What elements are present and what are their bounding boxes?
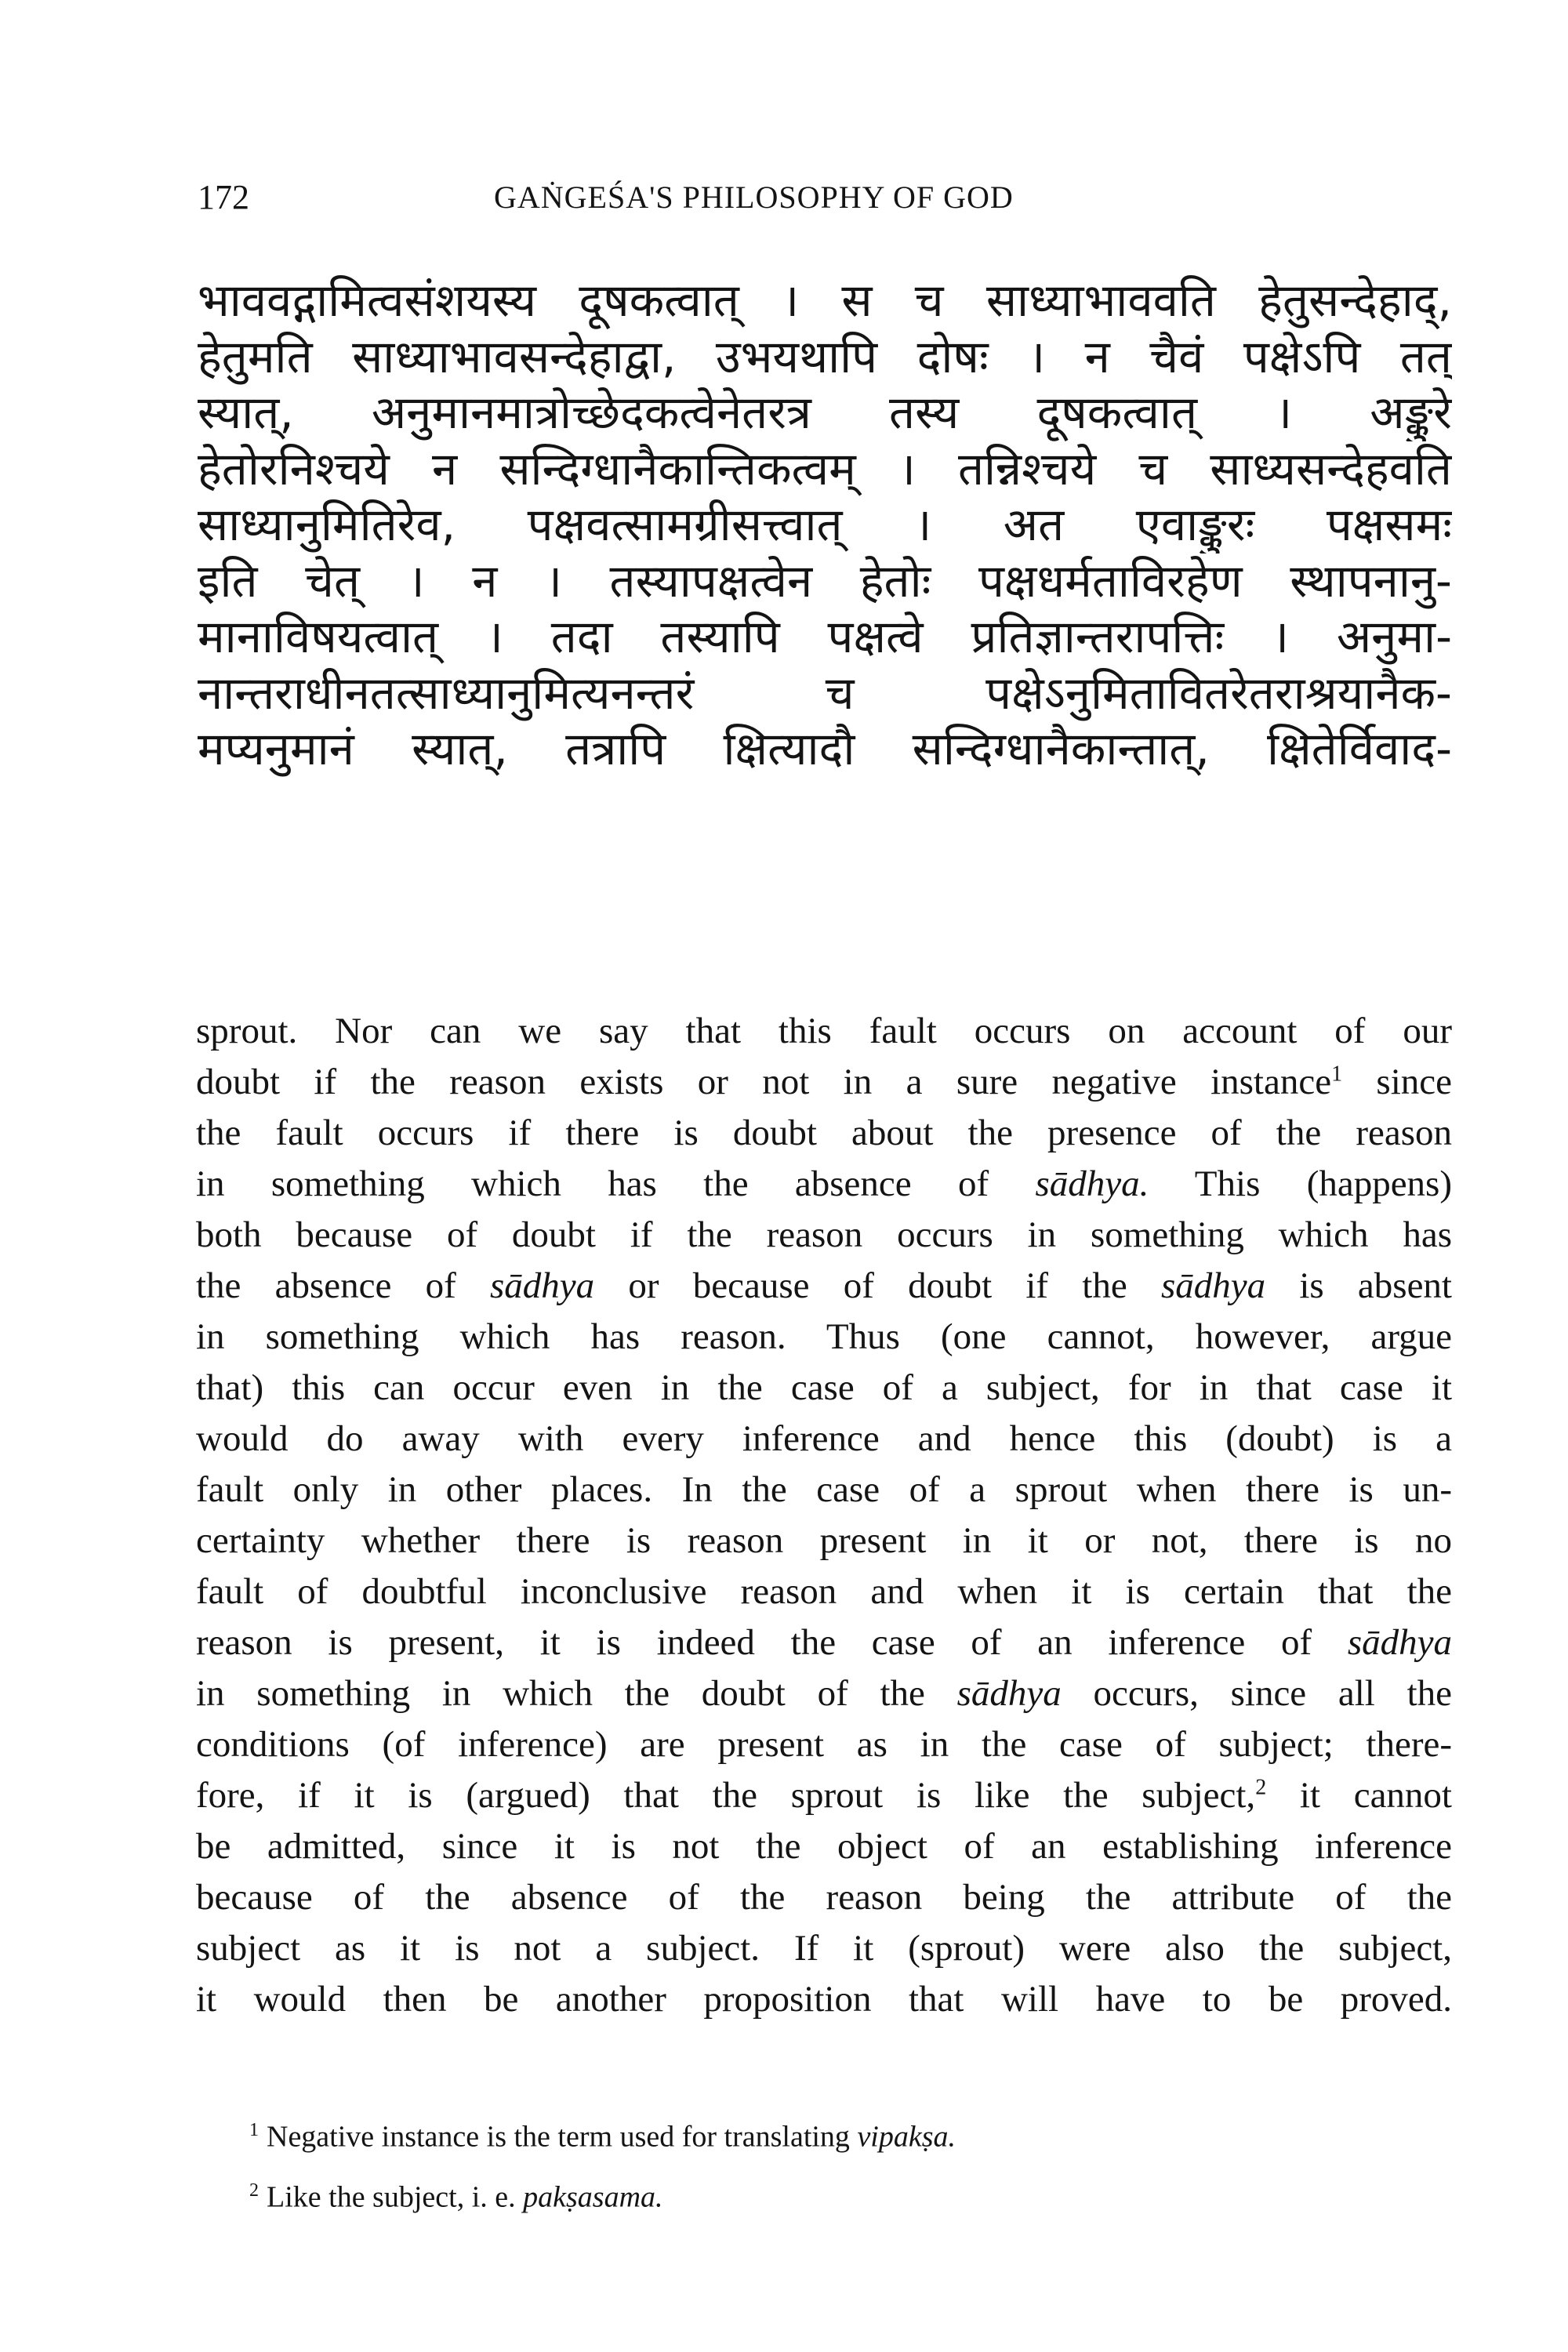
translation-line: fore, if it is (argued) that the sprout is like the subject,$^2$ it cannot bbox=[196, 1775, 1452, 1816]
footnote-italic-term: vipakṣa. bbox=[857, 2120, 956, 2154]
italic-term: sādhya bbox=[1160, 1265, 1266, 1306]
footnote-italic-term: pakṣasama. bbox=[523, 2180, 663, 2214]
page-number: 172 bbox=[198, 178, 249, 216]
translation-line: sprout. Nor can we say that this fault occurs on account of our bbox=[196, 1011, 1452, 1051]
translation-line: would do away with every inference and hence this (doubt) is a bbox=[196, 1418, 1452, 1459]
sanskrit-line: मानाविषयत्वात् । तदा तस्यापि पक्षत्वे प्रतिज्ञान्तरापत्तिः । अनुमा- bbox=[198, 610, 1452, 663]
italic-term: sādhya. bbox=[1035, 1163, 1149, 1204]
italic-term: sādhya bbox=[489, 1265, 595, 1306]
sanskrit-line: भाववद्गामित्वसंशयस्य दूषकत्वात् । स च साध्याभाववति हेतुसन्देहाद्, bbox=[198, 274, 1452, 327]
sanskrit-line: हेतोरनिश्चये न सन्दिग्धानैकान्तिकत्वम् । तन्निश्चये च साध्यसन्देहवति bbox=[198, 441, 1452, 495]
page-header bbox=[198, 174, 1452, 221]
translation-line: that) this can occur even in the case of a subject, for in that case it bbox=[196, 1367, 1452, 1408]
sanskrit-line: स्यात्, अनुमानमात्रोच्छेदकत्वेनेतरत्र तस्य दूषकत्वात् । अङ्कुरे bbox=[198, 386, 1452, 439]
footnote-reference: 1 bbox=[1331, 1062, 1343, 1087]
sanskrit-line: इति चेत् । न । तस्यापक्षत्वेन हेतोः पक्षधर्मताविरहेण स्थापनानु- bbox=[198, 554, 1452, 608]
sanskrit-line: साध्यानुमितिरेव, पक्षवत्सामग्रीसत्त्वात् । अत एवाङ्कुरः पक्षसमः bbox=[198, 498, 1452, 551]
sanskrit-line: नान्तराधीनतत्साध्यानुमित्यनन्तरं च पक्षेऽनुमितावितरेतराश्रयानैक- bbox=[198, 666, 1452, 720]
translation-line: the absence of sādhya or because of doubt if the sādhya is absent bbox=[196, 1265, 1452, 1306]
footnote-reference: 2 bbox=[1255, 1775, 1267, 1800]
translation-line: reason is present, it is indeed the case of an inference of sādhya bbox=[196, 1622, 1452, 1663]
footnote-2 bbox=[249, 2164, 1425, 2224]
translation-line: be admitted, since it is not the object of an establishing inference bbox=[196, 1826, 1452, 1867]
translation-line: doubt if the reason exists or not in a sure negative instance$^1$ since bbox=[196, 1062, 1452, 1102]
english-translation-block bbox=[196, 1006, 1452, 2025]
translation-line: in something which has the absence of sādhya. This (happens) bbox=[196, 1163, 1452, 1204]
translation-line: subject as it is not a subject. If it (sprout) were also the subject, bbox=[196, 1928, 1452, 1969]
translation-line: the fault occurs if there is doubt about the presence of the reason bbox=[196, 1112, 1452, 1153]
translation-line: because of the absence of the reason being the attribute of the bbox=[196, 1877, 1452, 1918]
footnote-text: Negative instance is the term used for translating bbox=[267, 2120, 858, 2154]
translation-line: both because of doubt if the reason occurs in something which has bbox=[196, 1214, 1452, 1255]
translation-line: fault only in other places. In the case of a sprout when there is un- bbox=[196, 1469, 1452, 1510]
translation-line: conditions (of inference) are present as in the case of subject; there- bbox=[196, 1724, 1452, 1765]
translation-line: fault of doubtful inconclusive reason and when it is certain that the bbox=[196, 1571, 1452, 1612]
sanskrit-line: मप्यनुमानं स्यात्, तत्रापि क्षित्यादौ सन्दिग्धानैकान्तात्, क्षितेर्विवाद- bbox=[198, 722, 1452, 775]
italic-term: sādhya bbox=[956, 1673, 1062, 1714]
translation-line: in something in which the doubt of the sādhya occurs, since all the bbox=[196, 1673, 1452, 1714]
translation-line: in something which has reason. Thus (one cannot, however, argue bbox=[196, 1316, 1452, 1357]
italic-term: sādhya bbox=[1347, 1622, 1452, 1663]
footnote-text: Like the subject, i. e. bbox=[267, 2180, 524, 2214]
sanskrit-line: हेतुमति साध्याभावसन्देहाद्वा, उभयथापि दोषः । न चैवं पक्षेऽपि तत् bbox=[198, 329, 1452, 383]
footnote-marker: 1 bbox=[249, 2120, 259, 2140]
footnote-1 bbox=[249, 2103, 1425, 2164]
translation-line: it would then be another proposition that will have to be proved. bbox=[196, 1979, 1452, 2020]
sanskrit-text-block bbox=[198, 273, 1452, 778]
footnotes bbox=[249, 2103, 1425, 2223]
running-head: GAṄGEŚA'S PHILOSOPHY OF GOD bbox=[494, 180, 1014, 215]
footnote-marker: 2 bbox=[249, 2180, 259, 2201]
translation-line: certainty whether there is reason present in it or not, there is no bbox=[196, 1520, 1452, 1561]
